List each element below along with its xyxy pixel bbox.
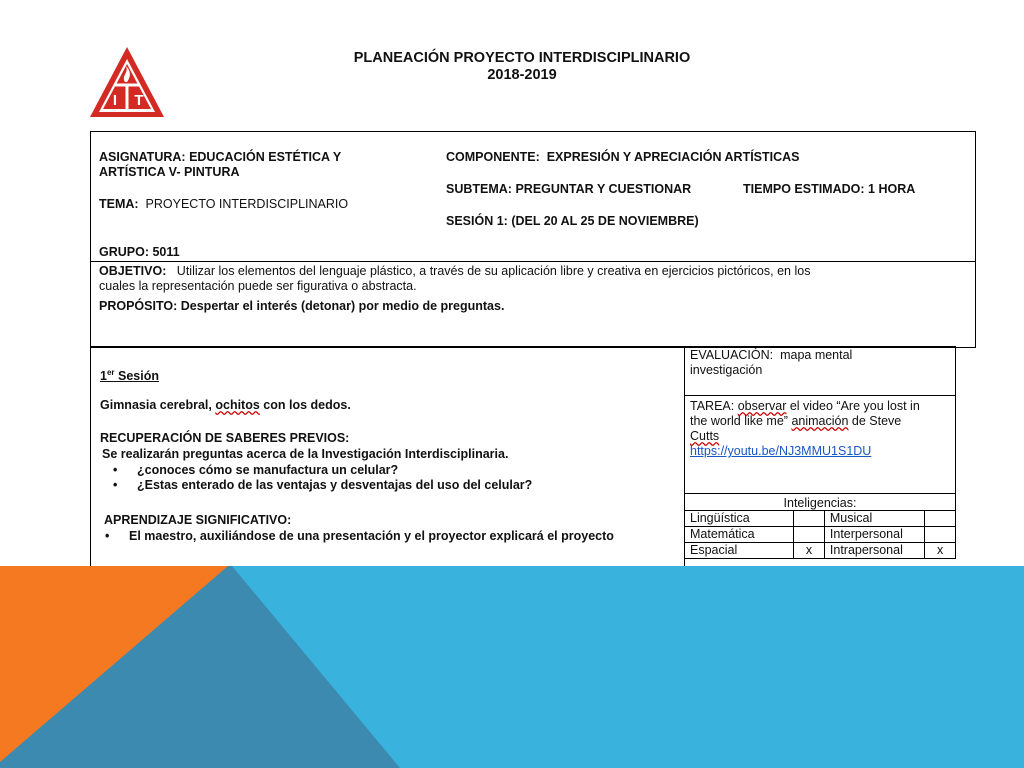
tarea-label: TAREA: bbox=[690, 399, 735, 413]
objetivo-label: OBJETIVO: bbox=[99, 264, 167, 278]
intel-mark: x bbox=[925, 543, 956, 559]
componente-label: COMPONENTE: bbox=[446, 150, 540, 164]
list-item: • ¿Estas enterado de las ventajas y desventajas del uso del celular? bbox=[91, 478, 532, 493]
title-text: PLANEACIÓN PROYECTO INTERDISCIPLINARIO bbox=[353, 50, 691, 66]
tema-label: TEMA: bbox=[99, 197, 139, 211]
intel-cell: Matemática bbox=[685, 527, 794, 543]
intel-cell: Lingüística bbox=[685, 511, 794, 527]
decorative-footer-band bbox=[0, 566, 1024, 768]
tiempo-value: 1 HORA bbox=[868, 182, 916, 196]
asignatura-value-l2: ARTÍSTICA V- PINTURA bbox=[99, 165, 240, 179]
intel-mark bbox=[794, 511, 825, 527]
objetivo-field bbox=[99, 264, 810, 294]
session-word: Sesión bbox=[118, 369, 159, 384]
recuperacion-intro: Se realizarán preguntas acerca de la Investigación Interdisciplinaria. bbox=[102, 447, 509, 461]
asignatura-value-l1: EDUCACIÓN ESTÉTICA Y bbox=[189, 150, 342, 164]
tiempo-field bbox=[743, 182, 915, 197]
componente-value: EXPRESIÓN Y APRECIACIÓN ARTÍSTICAS bbox=[546, 150, 800, 164]
inteligencias-header bbox=[684, 493, 956, 511]
intel-cell: Espacial bbox=[685, 543, 794, 559]
session-heading bbox=[100, 365, 159, 384]
intel-mark: x bbox=[794, 543, 825, 559]
intel-mark bbox=[794, 527, 825, 543]
intel-cell: Intrapersonal bbox=[824, 543, 924, 559]
aprendizaje-title: APRENDIZAJE SIGNIFICATIVO: bbox=[104, 513, 292, 527]
tiempo-label: TIEMPO ESTIMADO: bbox=[743, 182, 865, 196]
evaluacion-text-l2: investigación bbox=[690, 363, 763, 377]
asignatura-field bbox=[99, 150, 341, 180]
table-row bbox=[685, 511, 956, 527]
tarea-text-a: el video “Are you lost in bbox=[789, 399, 920, 413]
tema-value: PROYECTO INTERDISCIPLINARIO bbox=[145, 197, 349, 211]
evaluacion-field bbox=[690, 348, 852, 378]
ochitos-text: ochitos bbox=[215, 398, 260, 412]
proposito-label: PROPÓSITO: bbox=[99, 299, 178, 313]
video-link[interactable]: https://youtu.be/NJ3MMU1S1DU bbox=[690, 444, 872, 458]
intel-cell: Musical bbox=[824, 511, 924, 527]
gimnasia-rest: con los dedos. bbox=[263, 398, 351, 412]
componente-field bbox=[446, 150, 800, 165]
list-item: • ¿conoces cómo se manufactura un celular? bbox=[91, 463, 532, 478]
tarea-box bbox=[684, 395, 956, 494]
sesion-value: (DEL 20 AL 25 DE NOVIEMBRE) bbox=[511, 214, 699, 228]
page-title bbox=[0, 50, 1024, 84]
session-ordinal: er bbox=[106, 368, 115, 377]
table-row bbox=[685, 527, 956, 543]
objetivo-box bbox=[90, 261, 976, 348]
logo-letter-t: T bbox=[134, 92, 144, 109]
proposito-field bbox=[99, 299, 504, 314]
table-row bbox=[685, 543, 956, 559]
logo-letter-i: I bbox=[112, 92, 118, 109]
tema-field bbox=[99, 197, 348, 212]
objetivo-text-l1: Utilizar los elementos del lenguaje plástico, a través de su aplicación libre y creativa en ejercicios pictóricos, en los bbox=[176, 264, 811, 278]
subtema-label: SUBTEMA: bbox=[446, 182, 512, 196]
grupo-field bbox=[99, 245, 180, 260]
recuperacion-title: RECUPERACIÓN DE SABERES PREVIOS: bbox=[100, 431, 350, 445]
aprendizaje-list bbox=[83, 529, 614, 544]
tarea-author: Cutts bbox=[690, 429, 720, 443]
evaluacion-box bbox=[684, 346, 956, 396]
list-item: • El maestro, auxiliándose de una presentación y el proyector explicará el proyecto bbox=[83, 529, 614, 544]
objetivo-text-l2: cuales la representación puede ser figurativa o abstracta. bbox=[99, 279, 417, 293]
intel-mark bbox=[925, 511, 956, 527]
gimnasia-text: Gimnasia cerebral, bbox=[100, 398, 212, 412]
asignatura-label: ASIGNATURA: bbox=[99, 150, 186, 164]
evaluacion-text-l1: mapa mental bbox=[780, 348, 853, 362]
title-year: 2018-2019 bbox=[487, 67, 557, 83]
grupo-label: GRUPO: bbox=[99, 245, 149, 259]
subtema-field bbox=[446, 182, 691, 197]
inteligencias-title: Inteligencias: bbox=[783, 496, 857, 510]
session-number: 1 bbox=[100, 369, 107, 384]
recuperacion-list bbox=[91, 463, 532, 493]
evaluacion-label: EVALUACIÓN: bbox=[690, 348, 774, 362]
tarea-text-c: de Steve bbox=[851, 414, 902, 428]
proposito-value: Despertar el interés (detonar) por medio de preguntas. bbox=[180, 299, 505, 313]
tarea-verb: observar bbox=[737, 399, 787, 413]
session-box bbox=[90, 346, 685, 576]
intel-mark bbox=[925, 527, 956, 543]
sesion-field bbox=[446, 214, 699, 229]
sesion-label: SESIÓN 1: bbox=[446, 214, 508, 228]
tarea-text-b: the world like me” bbox=[690, 414, 788, 428]
gimnasia-line bbox=[100, 398, 351, 413]
tarea-anim: animación bbox=[791, 414, 849, 428]
grupo-value: 5011 bbox=[152, 245, 180, 259]
intel-cell: Interpersonal bbox=[824, 527, 924, 543]
subtema-value: PREGUNTAR Y CUESTIONAR bbox=[515, 182, 692, 196]
info-box bbox=[90, 131, 976, 262]
inteligencias-table bbox=[684, 510, 956, 559]
tarea-field bbox=[690, 399, 920, 459]
